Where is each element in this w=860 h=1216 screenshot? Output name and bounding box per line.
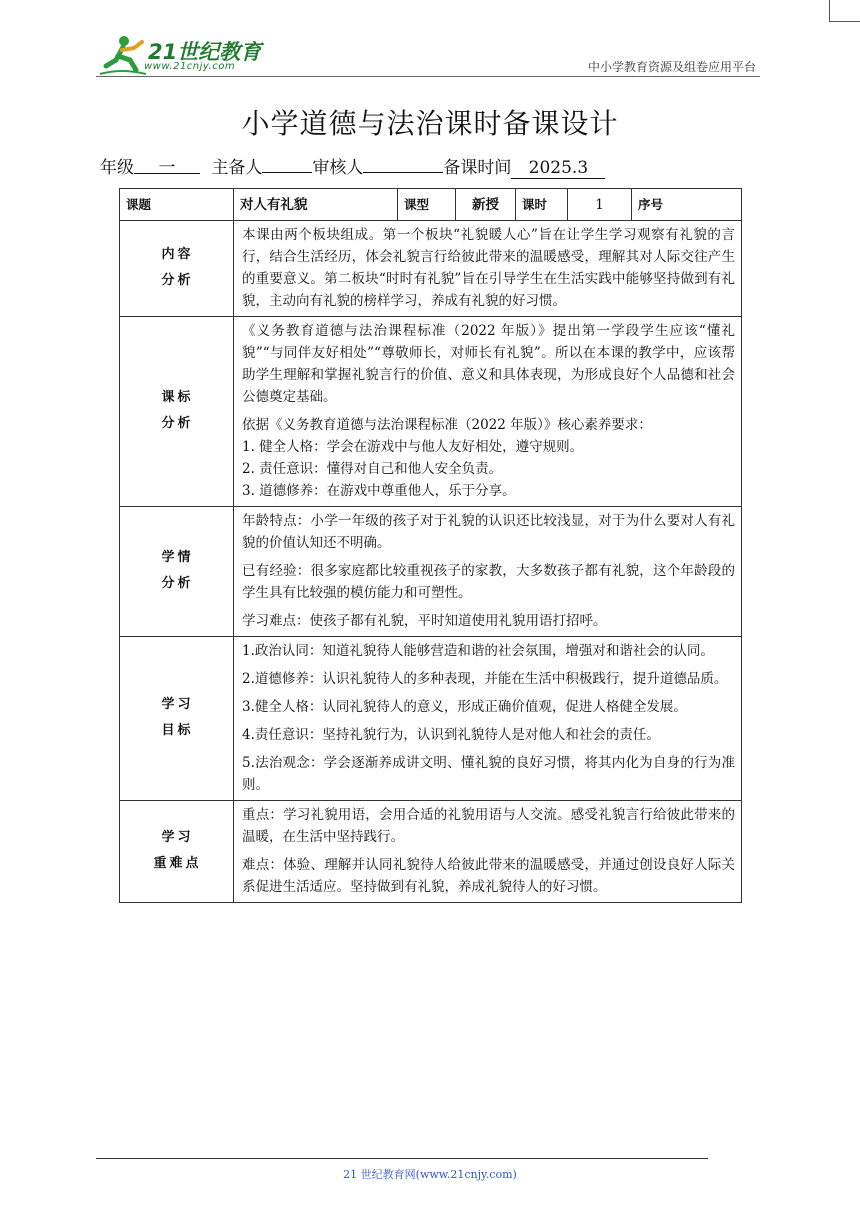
platform-name: 中小学教育资源及组卷应用平台 xyxy=(587,60,756,74)
paragraph: 难点：体验、理解并认同礼貌待人给彼此带来的温暖感受，并通过创设良好人际关系促进生活适应。坚持做到有礼貌，养成礼貌待人的好习惯。 xyxy=(242,857,735,895)
topic-label: 课题 xyxy=(120,189,234,221)
section-label: 学习 目标 xyxy=(120,637,234,801)
footer-text: 21 世纪教育网(www.21cnjy.com) xyxy=(343,1168,517,1181)
section-content xyxy=(234,317,742,507)
date-field: 2025.3 xyxy=(511,158,605,179)
runner-logo-icon xyxy=(96,34,148,78)
grade-label: 年级 xyxy=(100,158,134,178)
paragraph: 3. 道德修养：在游戏中尊重他人，乐于分享。 xyxy=(242,483,516,499)
section-content xyxy=(234,801,742,903)
page-title: 小学道德与法治课时备课设计 xyxy=(241,107,619,140)
paragraph: 1. 健全人格：学会在游戏中与他人友好相处，遵守规则。 xyxy=(242,439,584,455)
section-content xyxy=(234,221,742,317)
paragraph: 2. 责任意识：懂得对自己和他人安全负责。 xyxy=(242,461,503,477)
section-label: 学习 重难点 xyxy=(120,801,234,903)
paragraph: 本课由两个板块组成。第一个板块“礼貌暖人心”旨在让学生学习观察有礼貌的言行，结合生活经历，体会礼貌言行给彼此带来的温暖感受，理解其对人际交往产生的重要意义。第二板块“时时有礼貌”旨在引导学生在生活实践中能够坚持做到有礼貌，主动向有礼貌的榜样学习，养成有礼貌的好习惯。 xyxy=(242,227,735,309)
period-value: 1 xyxy=(568,189,632,221)
section-label: 学情 分析 xyxy=(120,507,234,637)
section-row xyxy=(120,637,742,801)
period-label: 课时 xyxy=(516,189,568,221)
paragraph: 2.道德修养：认识礼貌待人的多种表现，并能在生活中积极践行，提升道德品质。 xyxy=(242,671,728,687)
lesson-plan-table xyxy=(119,188,742,903)
section-row xyxy=(120,801,742,903)
paragraph: 学习难点：使孩子都有礼貌，平时知道使用礼貌用语打招呼。 xyxy=(242,613,607,629)
table-header-row xyxy=(120,189,742,221)
topic-value: 对人有礼貌 xyxy=(234,189,398,221)
header-divider xyxy=(96,76,760,77)
date-label: 备课时间 xyxy=(443,158,512,178)
paragraph: 4.责任意识：坚持礼貌行为，认识到礼貌待人是对他人和社会的责任。 xyxy=(242,727,660,743)
paragraph: 1.政治认同：知道礼貌待人能够营造和谐的社会氛围，增强对和谐社会的认同。 xyxy=(242,643,714,659)
section-row xyxy=(120,221,742,317)
reviewer-label: 审核人 xyxy=(312,158,364,178)
paragraph: 已有经验：很多家庭都比较重视孩子的家教，大多数孩子都有礼貌，这个年龄段的学生具有比较强的模仿能力和可塑性。 xyxy=(242,563,735,601)
reviewer-field xyxy=(363,152,443,173)
section-label: 内容 分析 xyxy=(120,221,234,317)
paragraph: 5.法治观念：学会逐渐养成讲文明、懂礼貌的良好习惯，将其内化为自身的行为准则。 xyxy=(242,755,735,793)
logo-text: 21世纪教育 xyxy=(148,40,262,64)
paragraph: 《义务教育道德与法治课程标准（2022 年版）》提出第一学段学生应该“懂礼貌”“与同伴友好相处”“尊敬师长，对师长有礼貌”。所以在本课的教学中，应该帮助学生理解和掌握礼貌言行的价值、意义和具体表现，为形成良好个人品德和社会公德奠定基础。 xyxy=(242,323,735,405)
seq-label: 序号 xyxy=(632,189,742,221)
preparer-field xyxy=(262,152,312,173)
logo-url: www.21cnjy.com xyxy=(144,61,236,72)
grade-field: 一 xyxy=(134,153,200,174)
section-content xyxy=(234,507,742,637)
preparer-label: 主备人 xyxy=(211,158,263,178)
logo xyxy=(96,34,266,78)
section-label: 课标 分析 xyxy=(120,317,234,507)
section-content xyxy=(234,637,742,801)
paragraph: 3.健全人格：认同礼貌待人的意义，形成正确价值观，促进人格健全发展。 xyxy=(242,699,687,715)
type-value: 新授 xyxy=(456,189,516,221)
paragraph: 重点：学习礼貌用语，会用合适的礼貌用语与人交流。感受礼貌言行给彼此带来的温暖，在生活中坚持践行。 xyxy=(242,807,735,845)
section-row xyxy=(120,507,742,637)
corner-box xyxy=(829,0,860,22)
section-row xyxy=(120,317,742,507)
type-label: 课型 xyxy=(398,189,456,221)
page-header xyxy=(96,34,760,80)
paragraph: 依据《义务教育道德与法治课程标准（2022 年版）》核心素养要求： xyxy=(242,417,652,433)
footer-divider xyxy=(96,1158,708,1159)
meta-line xyxy=(100,152,605,179)
paragraph: 年龄特点：小学一年级的孩子对于礼貌的认识还比较浅显，对于为什么要对人有礼貌的价值认知还不明确。 xyxy=(242,513,735,551)
